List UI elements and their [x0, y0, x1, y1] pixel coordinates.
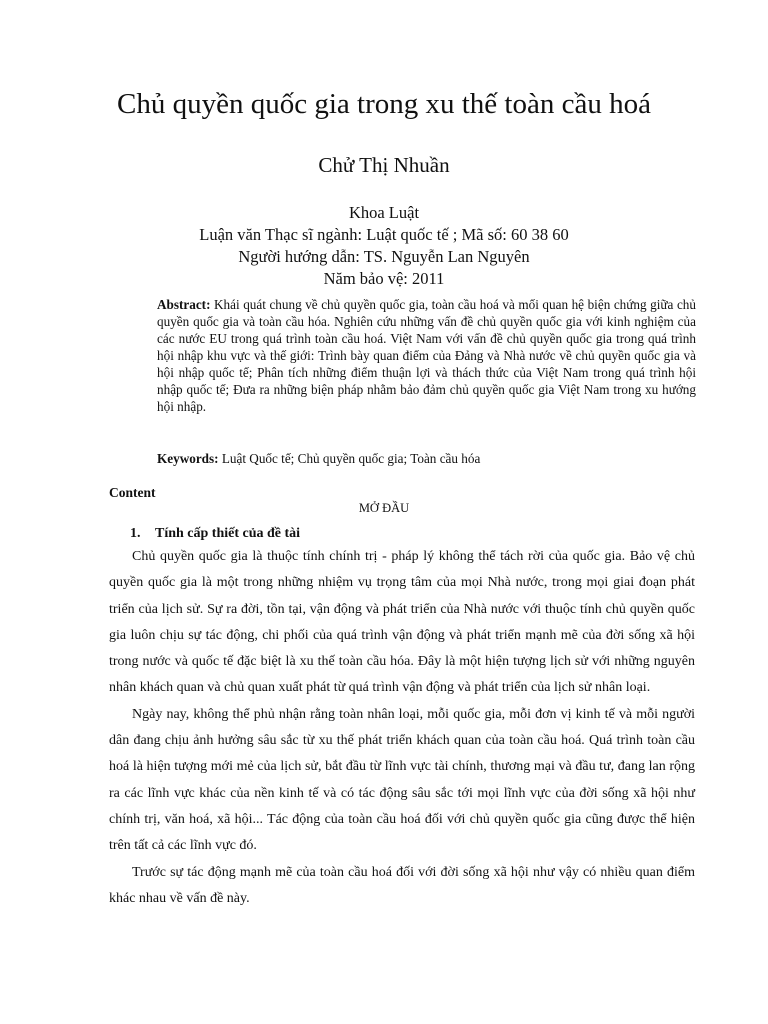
defense-year: Năm bảo vệ: 2011	[323, 269, 445, 288]
content-heading: Content	[109, 485, 156, 500]
abstract	[157, 296, 696, 415]
keywords-label: Keywords:	[157, 451, 219, 466]
paragraph: Ngày nay, không thể phủ nhận rằng toàn nhân loại, mỗi quốc gia, mỗi đơn vị kinh tế và mỗi người dân đang chịu ảnh hưởng sâu sắc từ xu thế phát triển khách quan của toàn cầu hoá. Quá trình toàn cầu hoá là hiện tượng mới mẻ của lịch sử, bắt đầu từ lĩnh vực tài chính, thương mại và đầu tư, đang lan rộng ra các lĩnh vực khác của nền kinh tế và có tác động sâu sắc tới mọi lĩnh vực của đời sống xã hội như chính trị, văn hoá, xã hội... Tác động của toàn cầu hoá đối với chủ quyền quốc gia cũng được thể hiện trên tất cả các lĩnh vực đó.	[109, 706, 695, 854]
document-title: Chủ quyền quốc gia trong xu thế toàn cầu hoá	[117, 88, 651, 120]
subsection-heading	[130, 524, 300, 544]
thesis-metadata	[0, 202, 768, 290]
advisor: Người hướng dẫn: TS. Nguyễn Lan Nguyên	[238, 247, 530, 266]
thesis-major: Luận văn Thạc sĩ ngành: Luật quốc tế ; Mã số: 60 38 60	[199, 225, 569, 244]
abstract-text: Khái quát chung về chủ quyền quốc gia, toàn cầu hoá và mối quan hệ biện chứng giữa chủ quyền quốc gia và toàn cầu hóa. Nghiên cứu những vấn đề chủ quyền quốc gia với kinh nghiệm của các nước EU trong quá trình toàn cầu hoá. Việt Nam với vấn đề chủ quyền quốc gia trong quá trình hội nhập khu vực và thế giới: Trình bày quan điểm của Đảng và Nhà nước về chủ quyền quốc gia và hội nhập quốc tế; Phân tích những điểm thuận lợi và thách thức của Việt Nam trong quá trình hội nhập quốc tế; Đưa ra những biện pháp nhằm bảo đảm chủ quyền quốc gia Việt Nam trong xu hướng hội nhập.	[157, 297, 696, 414]
paragraph: Trước sự tác động mạnh mẽ của toàn cầu hoá đối với đời sống xã hội như vậy có nhiều quan điểm khác nhau về vấn đề này.	[109, 864, 695, 906]
keywords	[157, 450, 696, 467]
author-name: Chử Thị Nhuần	[318, 153, 450, 177]
body-text	[109, 544, 695, 912]
subsection-number: 1.	[130, 526, 141, 541]
paragraph: Chủ quyền quốc gia là thuộc tính chính trị - pháp lý không thể tách rời của quốc gia. Bảo vệ chủ quyền quốc gia là một trong những nhiệm vụ trọng tâm của mọi Nhà nước, trong mọi giai đoạn phát triển của lịch sử. Sự ra đời, tồn tại, vận động và phát triển của Nhà nước với thuộc tính chủ quyền quốc gia luôn chịu sự tác động, chi phối của quá trình vận động và phát triển mạnh mẽ của đời sống xã hội trong nước và quốc tế đặc biệt là xu thế toàn cầu hóa. Đây là một hiện tượng lịch sử với những nguyên nhân khách quan và chủ quan xuất phát từ quá trình vận động và phát triển của lịch sử nhân loại.	[109, 549, 695, 696]
keywords-text: Luật Quốc tế; Chủ quyền quốc gia; Toàn cầu hóa	[218, 451, 481, 466]
section-title: MỞ ĐẦU	[358, 501, 410, 515]
faculty: Khoa Luật	[348, 203, 420, 222]
abstract-label: Abstract:	[157, 297, 211, 312]
subsection-title: Tính cấp thiết của đề tài	[155, 526, 301, 541]
